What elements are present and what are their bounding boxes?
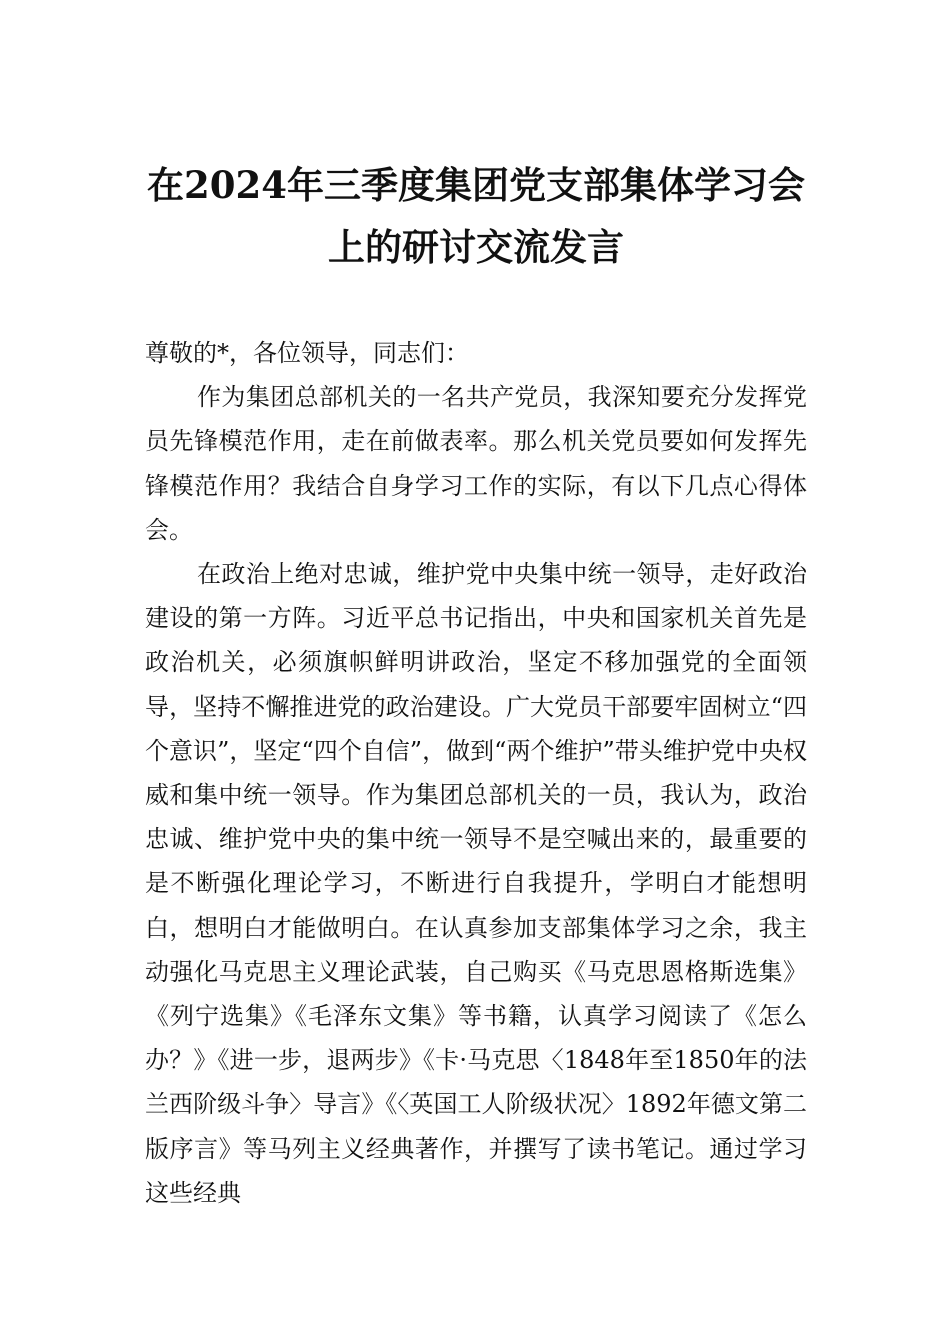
document-title: 在2024年三季度集团党支部集体学习会上的研讨交流发言 xyxy=(147,163,805,269)
salutation: 尊敬的*，各位领导，同志们： xyxy=(145,339,469,367)
document-body xyxy=(145,331,807,1215)
paragraph-intro: 作为集团总部机关的一名共产党员，我深知要充分发挥党员先锋模范作用，走在前做表率。那么机关党员要如何发挥先锋模范作用？我结合自身学习工作的实际，有以下几点心得体会。 xyxy=(145,383,807,544)
paragraph-political-loyalty: 在政治上绝对忠诚，维护党中央集中统一领导，走好政治建设的第一方阵。习近平总书记指出，中央和国家机关首先是政治机关，必须旗帜鲜明讲政治，坚定不移加强党的全面领导，坚持不懈推进党的政治建设。广大党员干部要牢固树立“四个意识”，坚定“四个自信”，做到“两个维护”带头维护党中央权威和集中统一领导。作为集团总部机关的一员，我认为，政治忠诚、维护党中央的集中统一领导不是空喊出来的，最重要的是不断强化理论学习，不断进行自我提升，学明白才能想明白，想明白才能做明白。在认真参加支部集体学习之余，我主动强化马克思主义理论武装，自己购买《马克思恩格斯选集》《列宁选集》《毛泽东文集》等书籍，认真学习阅读了《怎么办？》《进一步，退两步》《卡·马克思〈1848年至1850年的法兰西阶级斗争〉导言》《〈英国工人阶级状况〉1892年德文第二版序言》等马列主义经典著作，并撰写了读书笔记。通过学习这些经典 xyxy=(145,560,807,1207)
